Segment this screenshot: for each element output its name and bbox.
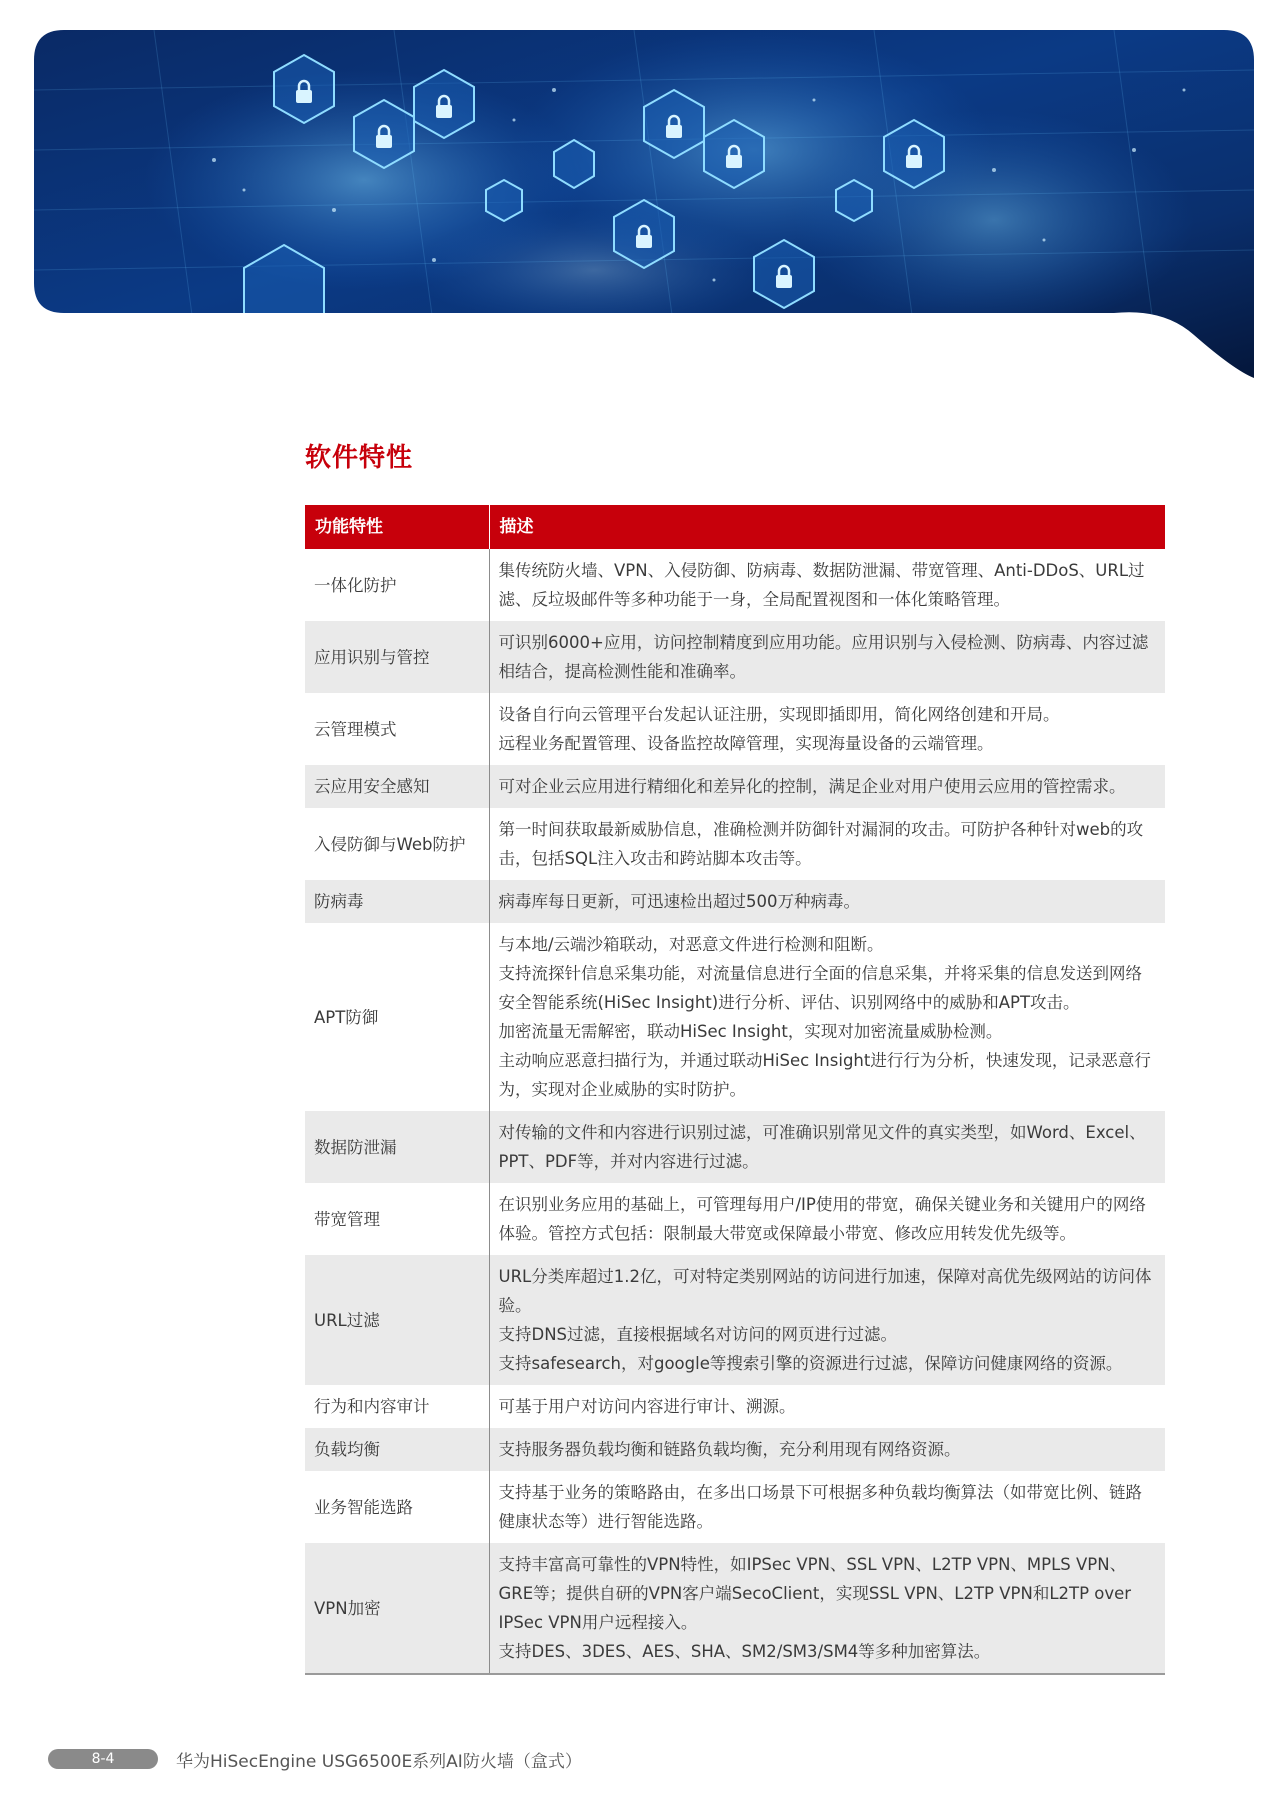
- description-line: 对传输的文件和内容进行识别过滤，可准确识别常见文件的真实类型，如Word、Excel、PPT、PDF等，并对内容进行过滤。: [498, 1123, 1146, 1171]
- description-line: 在识别业务应用的基础上，可管理每用户/IP使用的带宽，确保关键业务和关键用户的网络体验。管控方式包括：限制最大带宽或保障最小带宽、修改应用转发优先级等。: [498, 1195, 1146, 1243]
- feature-description-cell: [489, 808, 1165, 880]
- description-line: 支持基于业务的策略路由，在多出口场景下可根据多种负载均衡算法（如带宽比例、链路健康状态等）进行智能选路。: [498, 1483, 1142, 1531]
- feature-description-cell: [489, 880, 1165, 923]
- feature-name-cell: 负载均衡: [305, 1428, 489, 1471]
- description-line: 远程业务配置管理、设备监控故障管理，实现海量设备的云端管理。: [498, 734, 994, 753]
- table-row: [305, 808, 1165, 880]
- feature-name-cell: 业务智能选路: [305, 1471, 489, 1543]
- feature-name-cell: 入侵防御与Web防护: [305, 808, 489, 880]
- description-line: 集传统防火墙、VPN、入侵防御、防病毒、数据防泄漏、带宽管理、Anti-DDoS、URL过滤、反垃圾邮件等多种功能于一身，全局配置视图和一体化策略管理。: [498, 561, 1145, 609]
- table-row: [305, 1111, 1165, 1183]
- table-header-row: [305, 505, 1165, 549]
- section-title: 软件特性: [305, 443, 414, 473]
- feature-name-cell: APT防御: [305, 923, 489, 1111]
- table-row: [305, 1255, 1165, 1385]
- table-row: [305, 621, 1165, 693]
- table-body: [305, 549, 1165, 1674]
- feature-description-cell: [489, 765, 1165, 808]
- description-line: 可基于用户对访问内容进行审计、溯源。: [498, 1397, 796, 1416]
- description-line: 设备自行向云管理平台发起认证注册，实现即插即用，简化网络创建和开局。: [498, 705, 1060, 724]
- description-line: 与本地/云端沙箱联动，对恶意文件进行检测和阻断。: [498, 935, 884, 954]
- description-line: 支持服务器负载均衡和链路负载均衡，充分利用现有网络资源。: [498, 1440, 961, 1459]
- feature-description-cell: [489, 923, 1165, 1111]
- table-row: [305, 765, 1165, 808]
- page-number: 8-4: [48, 1749, 158, 1769]
- description-line: 支持流探针信息采集功能，对流量信息进行全面的信息采集，并将采集的信息发送到网络安全智能系统(HiSec Insight)进行分析、评估、识别网络中的威胁和APT攻击。: [498, 964, 1142, 1012]
- column-header-description: 描述: [489, 505, 1165, 549]
- description-line: 主动响应恶意扫描行为，并通过联动HiSec Insight进行行为分析，快速发现，记录恶意行为，实现对企业威胁的实时防护。: [498, 1051, 1151, 1099]
- table-row: [305, 1183, 1165, 1255]
- feature-name-cell: VPN加密: [305, 1543, 489, 1674]
- description-line: 可识别6000+应用，访问控制精度到应用功能。应用识别与入侵检测、防病毒、内容过滤相结合，提高检测性能和准确率。: [498, 633, 1149, 681]
- feature-description-cell: [489, 621, 1165, 693]
- description-line: 可对企业云应用进行精细化和差异化的控制，满足企业对用户使用云应用的管控需求。: [498, 777, 1126, 796]
- description-line: 加密流量无需解密，联动HiSec Insight，实现对加密流量威胁检测。: [498, 1022, 1003, 1041]
- feature-description-cell: [489, 1111, 1165, 1183]
- feature-description-cell: [489, 549, 1165, 621]
- feature-name-cell: 防病毒: [305, 880, 489, 923]
- header-banner: [34, 30, 1254, 380]
- feature-description-cell: [489, 693, 1165, 765]
- description-line: 支持DES、3DES、AES、SHA、SM2/SM3/SM4等多种加密算法。: [498, 1642, 991, 1661]
- feature-name-cell: 一体化防护: [305, 549, 489, 621]
- feature-description-cell: [489, 1385, 1165, 1428]
- table-row: [305, 1543, 1165, 1674]
- description-line: 支持丰富高可靠性的VPN特性，如IPSec VPN、SSL VPN、L2TP VPN、MPLS VPN、GRE等；提供自研的VPN客户端SecoClient，实现SSL VPN、L2TP VPN和L2TP over IPSec VPN用户远程接入。: [498, 1555, 1132, 1632]
- feature-description-cell: [489, 1471, 1165, 1543]
- footer: [48, 1748, 582, 1770]
- feature-description-cell: [489, 1428, 1165, 1471]
- feature-description-cell: [489, 1255, 1165, 1385]
- feature-name-cell: 带宽管理: [305, 1183, 489, 1255]
- table-row: [305, 693, 1165, 765]
- description-line: 支持DNS过滤，直接根据域名对访问的网页进行过滤。: [498, 1325, 898, 1344]
- footer-doc-title: 华为HiSecEngine USG6500E系列AI防火墙（盒式）: [176, 1751, 582, 1772]
- feature-name-cell: 行为和内容审计: [305, 1385, 489, 1428]
- feature-name-cell: URL过滤: [305, 1255, 489, 1385]
- table-row: [305, 1385, 1165, 1428]
- table-row: [305, 1428, 1165, 1471]
- feature-name-cell: 云应用安全感知: [305, 765, 489, 808]
- feature-name-cell: 云管理模式: [305, 693, 489, 765]
- table-row: [305, 880, 1165, 923]
- description-line: URL分类库超过1.2亿，可对特定类别网站的访问进行加速，保障对高优先级网站的访问体验。: [498, 1267, 1152, 1315]
- feature-description-cell: [489, 1543, 1165, 1674]
- banner-image: [34, 30, 1254, 380]
- description-line: 第一时间获取最新威胁信息，准确检测并防御针对漏洞的攻击。可防护各种针对web的攻击，包括SQL注入攻击和跨站脚本攻击等。: [498, 820, 1144, 868]
- feature-name-cell: 数据防泄漏: [305, 1111, 489, 1183]
- feature-name-cell: 应用识别与管控: [305, 621, 489, 693]
- table-row: [305, 1471, 1165, 1543]
- description-line: 支持safesearch，对google等搜索引擎的资源进行过滤，保障访问健康网络的资源。: [498, 1354, 1123, 1373]
- column-header-feature: 功能特性: [305, 505, 489, 549]
- table-row: [305, 549, 1165, 621]
- feature-description-cell: [489, 1183, 1165, 1255]
- description-line: 病毒库每日更新，可迅速检出超过500万种病毒。: [498, 892, 860, 911]
- table-row: [305, 923, 1165, 1111]
- feature-table: [305, 505, 1165, 1675]
